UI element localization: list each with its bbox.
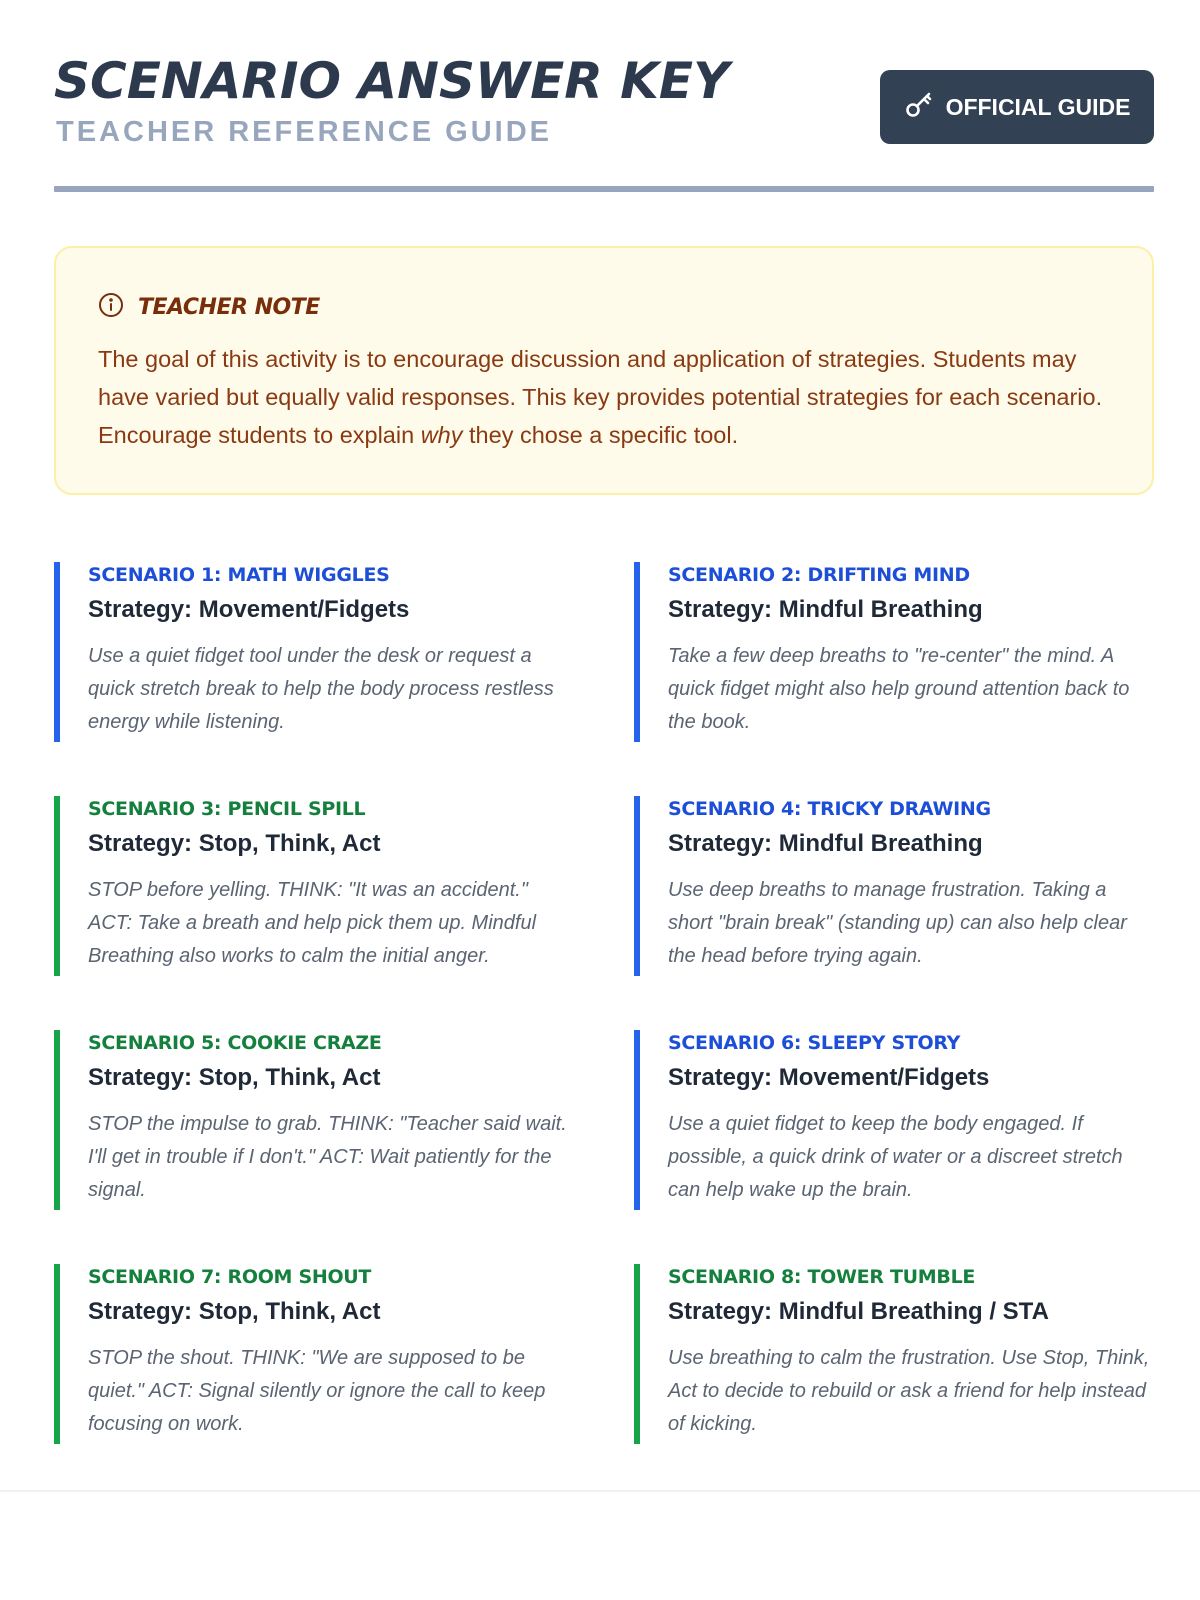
scenario-card <box>634 562 1154 742</box>
scenario-label: SCENARIO 7: ROOM SHOUT <box>88 1266 372 1288</box>
teacher-note-header <box>98 292 320 323</box>
teacher-note-title: TEACHER NOTE <box>138 295 320 320</box>
teacher-note-body <box>98 340 1118 454</box>
scenario-strategy: Strategy: Mindful Breathing <box>668 830 983 857</box>
note-text-part: The goal of this activity is to encourage discussion and application of strategies. Students may have varied but equally valid responses. This key provides potential strategies for each scenario. Encourage students to explain <box>98 346 1103 448</box>
scenario-card <box>54 796 574 976</box>
scenario-description: Use a quiet fidget tool under the desk or request a quick stretch break to help the body process restless energy while listening. <box>88 645 554 733</box>
scenario-card <box>634 796 1154 976</box>
scenario-description: Use deep breaths to manage frustration. Taking a short "brain break" (standing up) can also help clear the head before trying again. <box>668 879 1127 967</box>
card-accent-bar <box>54 1030 60 1210</box>
card-accent-bar <box>634 1264 640 1444</box>
card-accent-bar <box>54 1264 60 1444</box>
scenario-strategy: Strategy: Stop, Think, Act <box>88 1064 381 1091</box>
scenario-strategy: Strategy: Stop, Think, Act <box>88 1298 381 1325</box>
scenario-card <box>54 1030 574 1210</box>
scenario-card <box>634 1264 1154 1444</box>
info-icon <box>98 292 124 323</box>
scenario-card <box>634 1030 1154 1210</box>
scenario-description: STOP before yelling. THINK: "It was an accident." ACT: Take a breath and help pick them up. Mindful Breathing also works to calm the initial anger. <box>88 879 537 967</box>
card-accent-bar <box>54 796 60 976</box>
teacher-note <box>54 246 1154 495</box>
scenario-label: SCENARIO 6: SLEEPY STORY <box>668 1032 961 1054</box>
note-text-part: they chose a specific tool. <box>462 422 739 448</box>
scenario-description: STOP the shout. THINK: "We are supposed to be quiet." ACT: Signal silently or ignore the call to keep focusing on work. <box>88 1347 546 1435</box>
page-header <box>54 50 1154 192</box>
page-subtitle: TEACHER REFERENCE GUIDE <box>56 116 552 148</box>
scenario-strategy: Strategy: Mindful Breathing <box>668 596 983 623</box>
official-guide-badge <box>880 70 1154 144</box>
header-divider <box>54 186 1154 192</box>
scenario-description: Take a few deep breaths to "re-center" the mind. A quick fidget might also help ground attention back to the book. <box>668 645 1130 733</box>
scenario-description: Use breathing to calm the frustration. Use Stop, Think, Act to decide to rebuild or ask a friend for help instead of kicking. <box>668 1347 1150 1435</box>
page-title: SCENARIO ANSWER KEY <box>54 52 730 110</box>
scenario-label: SCENARIO 4: TRICKY DRAWING <box>668 798 991 820</box>
scenario-label: SCENARIO 3: PENCIL SPILL <box>88 798 366 820</box>
card-accent-bar <box>634 1030 640 1210</box>
scenario-card <box>54 562 574 742</box>
scenario-strategy: Strategy: Mindful Breathing / STA <box>668 1298 1049 1325</box>
note-emphasis: why <box>420 422 463 448</box>
scenario-strategy: Strategy: Movement/Fidgets <box>668 1064 990 1091</box>
scenario-label: SCENARIO 5: COOKIE CRAZE <box>88 1032 382 1054</box>
scenario-label: SCENARIO 8: TOWER TUMBLE <box>668 1266 976 1288</box>
scenario-label: SCENARIO 2: DRIFTING MIND <box>668 564 970 586</box>
card-accent-bar <box>634 796 640 976</box>
scenario-description: STOP the impulse to grab. THINK: "Teacher said wait. I'll get in trouble if I don't." ACT: Wait patiently for the signal. <box>88 1113 567 1201</box>
card-accent-bar <box>634 562 640 742</box>
scenario-label: SCENARIO 1: MATH WIGGLES <box>88 564 390 586</box>
key-icon <box>904 89 934 125</box>
footer-divider <box>0 1490 1200 1492</box>
card-accent-bar <box>54 562 60 742</box>
scenario-description: Use a quiet fidget to keep the body engaged. If possible, a quick drink of water or a discreet stretch can help wake up the brain. <box>668 1113 1123 1201</box>
scenario-card <box>54 1264 574 1444</box>
scenario-strategy: Strategy: Movement/Fidgets <box>88 596 410 623</box>
scenario-strategy: Strategy: Stop, Think, Act <box>88 830 381 857</box>
badge-label: OFFICIAL GUIDE <box>945 93 1131 120</box>
